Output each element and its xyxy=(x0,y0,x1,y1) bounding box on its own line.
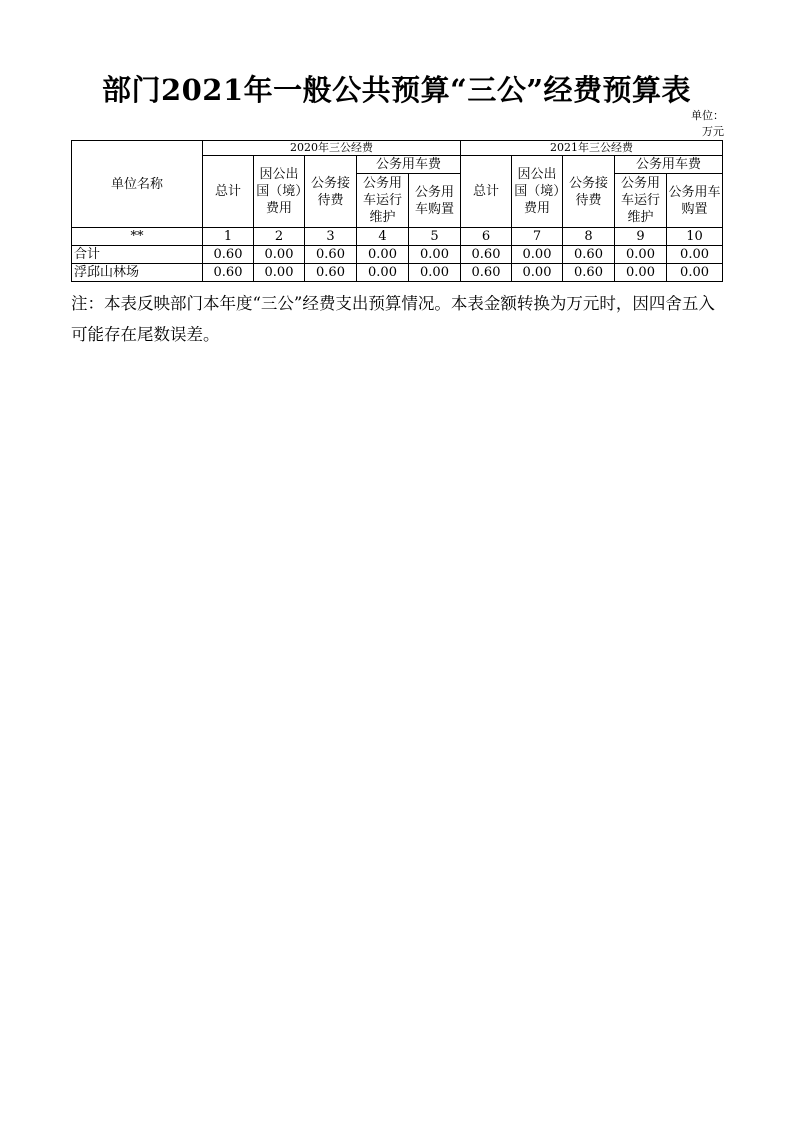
row-name: 合计 xyxy=(72,246,203,264)
index-cell: 8 xyxy=(563,228,615,246)
value-cell: 0.00 xyxy=(357,246,409,264)
total-header-2021: 总计 xyxy=(461,156,512,228)
value-cell: 0.00 xyxy=(409,246,461,264)
value-cell: 0.60 xyxy=(305,264,357,282)
reception-header-2021: 公务接待费 xyxy=(563,156,615,228)
reception-header-2020: 公务接待费 xyxy=(305,156,357,228)
value-cell: 0.60 xyxy=(461,264,512,282)
value-cell: 0.00 xyxy=(667,264,723,282)
value-cell: 0.60 xyxy=(563,246,615,264)
group-header-2021: 2021年三公经费 xyxy=(461,141,723,156)
vehicle-header-2020: 公务用车费 xyxy=(357,156,461,174)
value-cell: 0.00 xyxy=(254,264,305,282)
index-cell: 1 xyxy=(203,228,254,246)
abroad-header-2020: 因公出国（境）费用 xyxy=(254,156,305,228)
value-cell: 0.00 xyxy=(615,264,667,282)
value-cell: 0.00 xyxy=(512,264,563,282)
value-cell: 0.60 xyxy=(203,246,254,264)
index-label: ** xyxy=(72,228,203,246)
row-name: 浮邱山林场 xyxy=(72,264,203,282)
value-cell: 0.60 xyxy=(461,246,512,264)
index-cell: 10 xyxy=(667,228,723,246)
value-cell: 0.60 xyxy=(563,264,615,282)
value-cell: 0.60 xyxy=(203,264,254,282)
value-cell: 0.00 xyxy=(667,246,723,264)
table-row xyxy=(72,246,723,264)
unit-label: 单位：万元 xyxy=(691,109,724,138)
index-cell: 2 xyxy=(254,228,305,246)
value-cell: 0.00 xyxy=(409,264,461,282)
value-cell: 0.00 xyxy=(615,246,667,264)
table-row xyxy=(72,264,723,282)
index-cell: 9 xyxy=(615,228,667,246)
value-cell: 0.60 xyxy=(305,246,357,264)
abroad-header-2021: 因公出国（境）费用 xyxy=(512,156,563,228)
total-header-2020: 总计 xyxy=(203,156,254,228)
group-header-2020: 2020年三公经费 xyxy=(203,141,461,156)
index-cell: 5 xyxy=(409,228,461,246)
value-cell: 0.00 xyxy=(357,264,409,282)
vehicle-header-2021: 公务用车费 xyxy=(615,156,723,174)
index-cell: 4 xyxy=(357,228,409,246)
index-cell: 3 xyxy=(305,228,357,246)
value-cell: 0.00 xyxy=(254,246,305,264)
budget-table xyxy=(71,140,723,282)
footnote: 注：本表反映部门本年度“三公”经费支出预算情况。本表金额转换为万元时，因四舍五入可能存在尾数误差。 xyxy=(71,294,715,344)
vehicle-run-header-2021: 公务用车运行维护 xyxy=(615,174,667,228)
vehicle-run-header-2020: 公务用车运行维护 xyxy=(357,174,409,228)
page-title: 部门2021年一般公共预算“三公”经费预算表 xyxy=(101,73,692,107)
index-cell: 7 xyxy=(512,228,563,246)
vehicle-buy-header-2020: 公务用车购置 xyxy=(409,174,461,228)
vehicle-buy-header-2021: 公务用车购置 xyxy=(667,174,723,228)
index-cell: 6 xyxy=(461,228,512,246)
unit-name-header: 单位名称 xyxy=(72,141,203,228)
value-cell: 0.00 xyxy=(512,246,563,264)
